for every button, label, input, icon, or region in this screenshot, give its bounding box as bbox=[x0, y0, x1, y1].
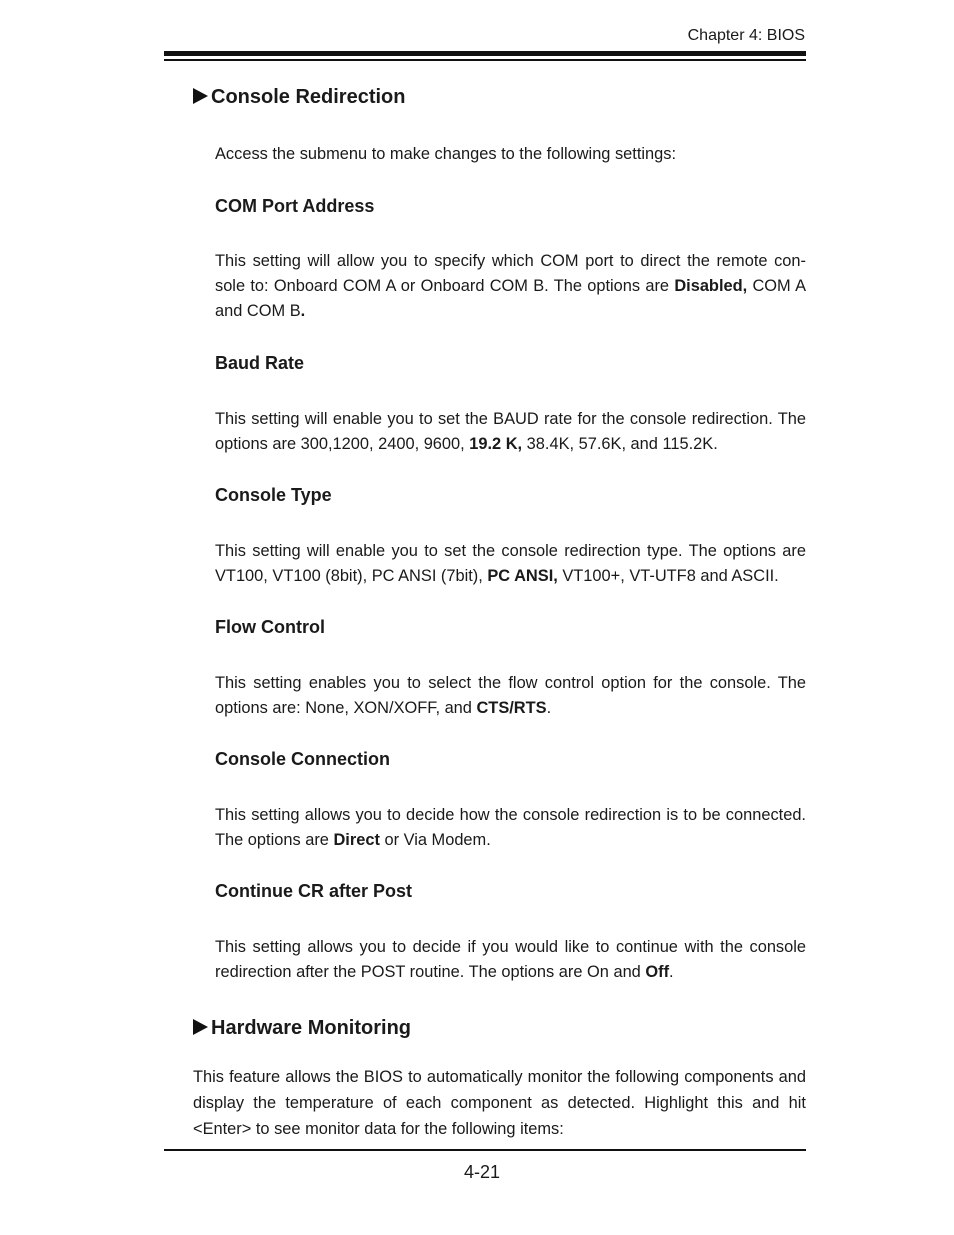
page-number: 4-21 bbox=[464, 1162, 501, 1182]
subsection-title-flow-control: Flow Control bbox=[215, 617, 325, 637]
subsection-title-com-port: COM Port Address bbox=[215, 196, 375, 216]
subsection-title-console-type: Console Type bbox=[215, 485, 332, 505]
header-rule-thin bbox=[164, 59, 806, 61]
paragraph-console-connection: This setting allows you to decide how the console redirection is to be connected. The options are Direct or Via Modem. bbox=[215, 806, 806, 849]
chapter-header: Chapter 4: BIOS bbox=[687, 27, 805, 44]
paragraph-com-port: This setting will allow you to specify which COM port to direct the remote con-sole to: Onboard COM A or Onboard COM B. The options are Disabled, COM A and COM B. bbox=[215, 252, 807, 320]
section-title: Hardware Monitoring bbox=[211, 1017, 412, 1039]
footer-rule bbox=[164, 1149, 806, 1151]
subsection-title-continue-cr: Continue CR after Post bbox=[215, 881, 413, 901]
subsection-title-baud-rate: Baud Rate bbox=[215, 353, 305, 373]
section-title: Console Redirection bbox=[211, 86, 406, 108]
header-rule-thick bbox=[164, 51, 806, 56]
intro-paragraph: Access the submenu to make changes to the following settings: bbox=[215, 145, 677, 163]
section-console-redirection bbox=[193, 86, 405, 109]
paragraph-continue-cr: This setting allows you to decide if you would like to continue with the console redirection after the POST routine. The options are On and Off. bbox=[215, 938, 806, 981]
triangle-right-icon bbox=[193, 1019, 208, 1035]
subsection-title-console-connection: Console Connection bbox=[215, 749, 390, 769]
triangle-right-icon bbox=[193, 88, 208, 104]
paragraph-flow-control: This setting enables you to select the flow control option for the console. The options are: None, XON/XOFF, and CTS/RTS. bbox=[215, 674, 806, 717]
paragraph-hardware-monitoring: This feature allows the BIOS to automatically monitor the following components and display the temperature of each component as detected. Highlight this and hit <Enter> to see monitor data for the following items: bbox=[193, 1068, 806, 1138]
paragraph-console-type: This setting will enable you to set the console redirection type. The options are VT100, VT100 (8bit), PC ANSI (7bit), PC ANSI, VT100+, VT-UTF8 and ASCII. bbox=[215, 542, 806, 585]
section-hardware-monitoring bbox=[193, 1017, 411, 1040]
paragraph-baud-rate: This setting will enable you to set the BAUD rate for the console redirection. The options are 300,1200, 2400, 9600, 19.2 K, 38.4K, 57.6K, and 115.2K. bbox=[215, 410, 806, 453]
